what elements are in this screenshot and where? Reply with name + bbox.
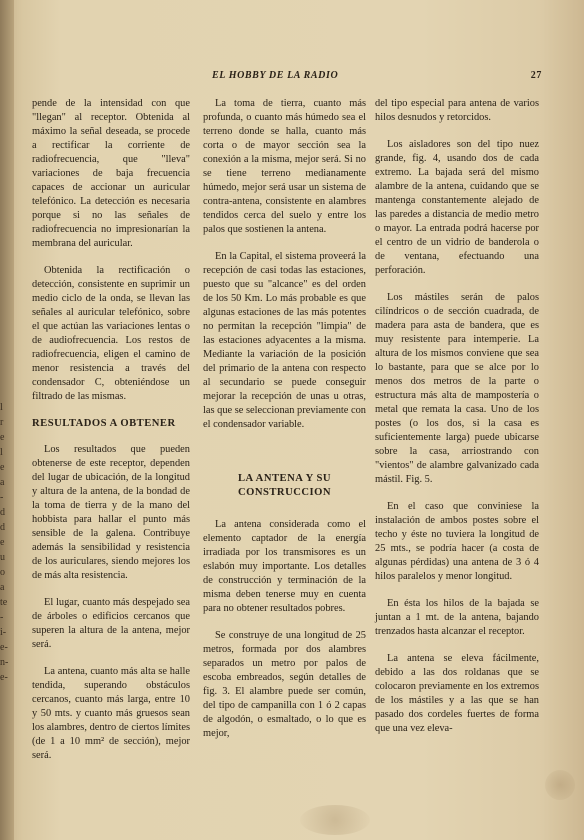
running-header (212, 70, 542, 86)
section-heading: RESULTADOS A OBTENER (32, 418, 176, 429)
paragraph: Obtenida la rectificación o detección, consistente en suprimir un medio ciclo de la onda, se llevan las señales al auricular telefónico, sobre el que actúan las variaciones lentas o de audiofrecuencia. Los restos de radiofrecuencia, eligen el camino de menor resistencia a través del condensador C, obteniéndose un filtrado de las mismas. (32, 265, 190, 402)
paragraph: En la Capital, el sistema proveerá la recepción de casi todas las estaciones, puesto que su "alcance" es del orden de los 50 Km. Lo más probable es que algunas estaciones de las más potentes no permitan la recepción "limpia" de las estaciones adyacentes a la misma. Mediante la variación de la posición del primario de la antena con respecto al secundario se puede conseguir mejorar la recepción de unas u otras, las que se seleccionan previamente con el condensador variable. (203, 251, 367, 430)
paragraph: pende de la intensidad con que "llegan" al receptor. Obtenida al máximo la señal deseada, se procede a rectificar la corriente de radiofrecuencia, que "lleva" variaciones de baja frecuencia capaces de accionar un auricular telefónico. La detección es necesaria porque si no las señales de radiofrecuencia no impresionarían la membrana del auricular. (32, 98, 190, 249)
margin-fragment: - (0, 612, 4, 623)
magazine-title: EL HOBBY DE LA RADIO (212, 70, 339, 81)
margin-fragment: l (0, 402, 3, 413)
margin-fragment: a (0, 582, 5, 593)
margin-fragment: i- (0, 627, 7, 638)
paragraph: Los aisladores son del tipo nuez grande, fig. 4, usando dos de cada extremo. La bajada será del mismo alambre de la antena, cuidando que se mantenga constantemente alejado de las paredes a distancia de medio metro o mayor. La entrada podrá hacerse por el centro de un vidrio de banderola o de ventana, efectuando una perforación. (375, 139, 539, 276)
margin-fragment: a (0, 477, 5, 488)
margin-fragment: o (0, 567, 5, 578)
page-number: 27 (530, 70, 542, 81)
margin-fragment: e (0, 537, 5, 548)
margin-fragment: e (0, 462, 5, 473)
column-right (375, 97, 539, 749)
margin-fragment: e- (0, 672, 8, 683)
paper-stain (300, 805, 370, 835)
paragraph: La antena se eleva fácilmente, debido a las dos roldanas que se colocaron previamente en los extremos de los mástiles y a las que se han pasado dos cordeles fuertes de forma que una vez eleva- (375, 653, 539, 734)
paper-stain (545, 770, 575, 800)
column-left (32, 97, 190, 776)
margin-fragment: te (0, 597, 8, 608)
paragraph: En el caso que conviniese la instalación de ambos postes sobre el techo y éste no tuviera la longitud de 25 mts., se podría hacer (a costa de algunas pérdidas) una antena de 3 ó 4 hilos paralelos y menor longitud. (375, 501, 539, 582)
margin-fragment: e (0, 432, 5, 443)
margin-fragment: e- (0, 642, 8, 653)
margin-fragment: r (0, 417, 4, 428)
paragraph: El lugar, cuanto más despejado sea de árboles o edificios cercanos que superen la altura de la antena, mejor será. (32, 597, 190, 650)
paragraph: La antena considerada como el elemento captador de la energía irradiada por los transmisores es un eslabón muy importante. Los detalles de construcción y terminación de la misma deben tenerse muy en cuenta para no obtener resultados pobres. (203, 519, 366, 614)
section-heading: LA ANTENA Y SU CONSTRUCCION (237, 473, 332, 498)
margin-fragment: u (0, 552, 5, 563)
margin-fragment: d (0, 507, 5, 518)
paragraph: La toma de tierra, cuanto más profunda, o cuanto más húmedo sea el terreno donde se halla, cuanto más corta o de mayor sección sea la conexión a la misma, mejor será. Si no se tiene terreno medianamente húmedo, mejor será usar un sistema de contra-antena, consistente en alambres tendidos cerca del suelo y entre los palos que sostienen la antena. (203, 98, 366, 235)
paragraph: Se construye de una longitud de 25 metros, formada por dos alambres separados un metro por palos de escoba embreados, según detalles de fig. 3. El alambre puede ser común, del tipo de campanilla con 1 ó 2 capas de algodón, o esmaltado, o lo que es mejor, (203, 630, 366, 739)
paragraph: En ésta los hilos de la bajada se juntan a 1 mt. de la antena, bajando trenzados hasta alcanzar el receptor. (375, 598, 539, 637)
previous-page-edge-fragments (0, 400, 12, 685)
margin-fragment: d (0, 522, 5, 533)
margin-fragment: l (0, 447, 3, 458)
margin-fragment: - (0, 492, 4, 503)
margin-fragment: n- (0, 657, 9, 668)
paragraph: Los resultados que pueden obtenerse de este receptor, dependen del lugar de ubicación, de la longitud y altura de la antena, de la bondad de la toma de tierra y de la mano del hobbista para hallar el punto más sensible de la galena. Contribuye además la sensibilidad y resistencia de los auriculares, siendo mejores los de más alta resistencia. (32, 444, 190, 581)
column-middle (203, 97, 366, 754)
paragraph: Los mástiles serán de palos cilíndricos o de sección cuadrada, de madera para asta de bandera, que es muy resistente para intemperie. La altura de los mismos conviene que sea lo bastante, para que se alce por lo menos dos metros de la parte o estructura más alta de mampostería o metal que remata la casa. Uno de los postes (o los dos, si la casa es suficientemente larga) puede ubicarse sobre la casa, arriostrando con "vientos" de alambre galvanizado cada mástil. Fig. 5. (375, 292, 539, 485)
paragraph: La antena, cuanto más alta se halle tendida, superando obstáculos cercanos, cuanto más larga, entre 10 y 50 mts. y cuanto más gruesos sean los alambres, dentro de ciertos límites (de 1 a 10 mm² de sección), mejor será. (32, 666, 190, 761)
paragraph: del tipo especial para antena de varios hilos desnudos y retorcidos. (375, 98, 539, 123)
